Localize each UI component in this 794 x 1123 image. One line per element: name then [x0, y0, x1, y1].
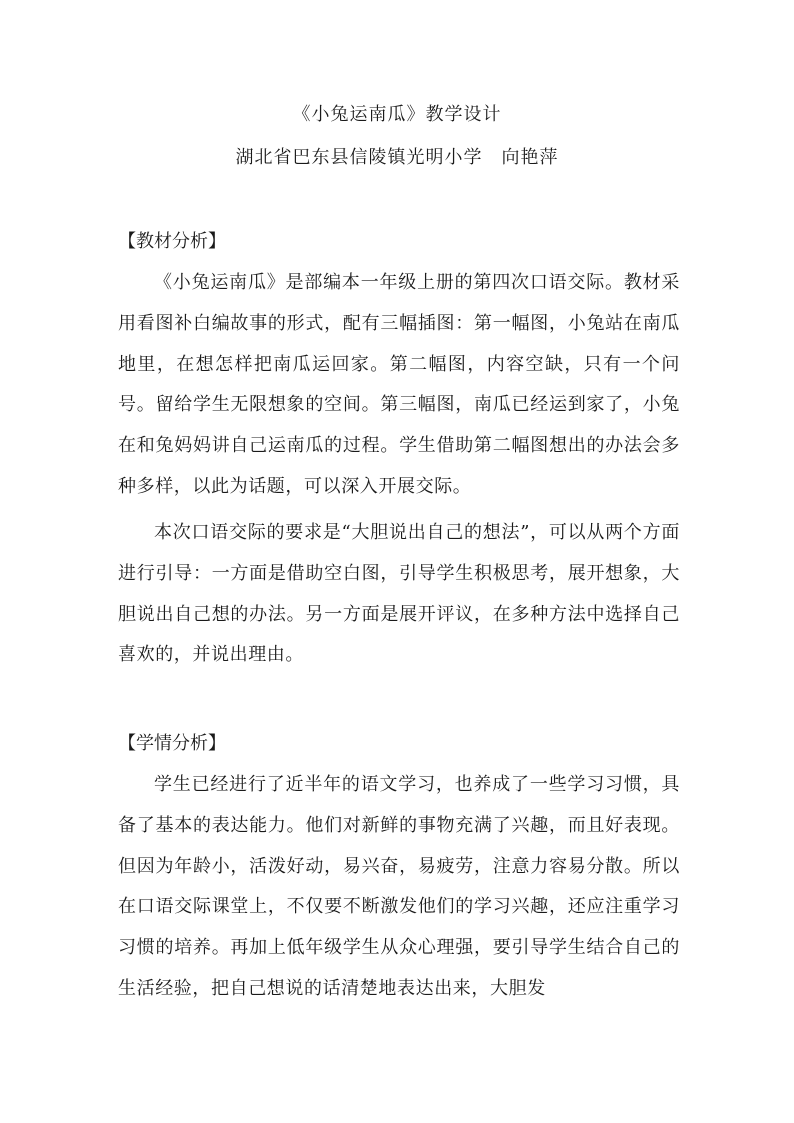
section-heading-student-analysis: 【学情分析】 [118, 733, 226, 754]
paragraph: 本次口语交际的要求是“大胆说出自己的想法”，可以从两个方面进行引导：一方面是借助空白图，引导学生积极思考，展开想象，大胆说出自己想的办法。另一方面是展开评议，在多种方法中选择自己喜欢的，并说出理由。 [118, 522, 680, 666]
paragraph: 《小兔运南瓜》是部编本一年级上册的第四次口语交际。教材采用看图补白编故事的形式，配有三幅插图：第一幅图，小兔站在南瓜地里，在想怎样把南瓜运回家。第二幅图，内容空缺，只有一个问号。留给学生无限想象的空间。第三幅图，南瓜已经运到家了，小兔在和兔妈妈讲自己运南瓜的过程。学生借助第二幅图想出的办法会多种多样，以此为话题，可以深入开展交际。 [118, 272, 680, 497]
paragraph: 学生已经进行了近半年的语文学习，也养成了一些学习习惯，具备了基本的表达能力。他们对新鲜的事物充满了兴趣，而且好表现。但因为年龄小，活泼好动，易兴奋，易疲劳，注意力容易分散。所以在口语交际课堂上，不仅要不断激发他们的学习兴趣，还应注重学习习惯的培养。再加上低年级学生从众心理强，要引导学生结合自己的生活经验，把自己想说的话清楚地表达出来，大胆发 [118, 774, 680, 999]
author-line: 湖北省巴东县信陵镇光明小学 向艳萍 [235, 147, 559, 168]
section-heading-textbook-analysis: 【教材分析】 [118, 231, 226, 252]
document-title: 《小兔运南瓜》教学设计 [292, 104, 502, 125]
